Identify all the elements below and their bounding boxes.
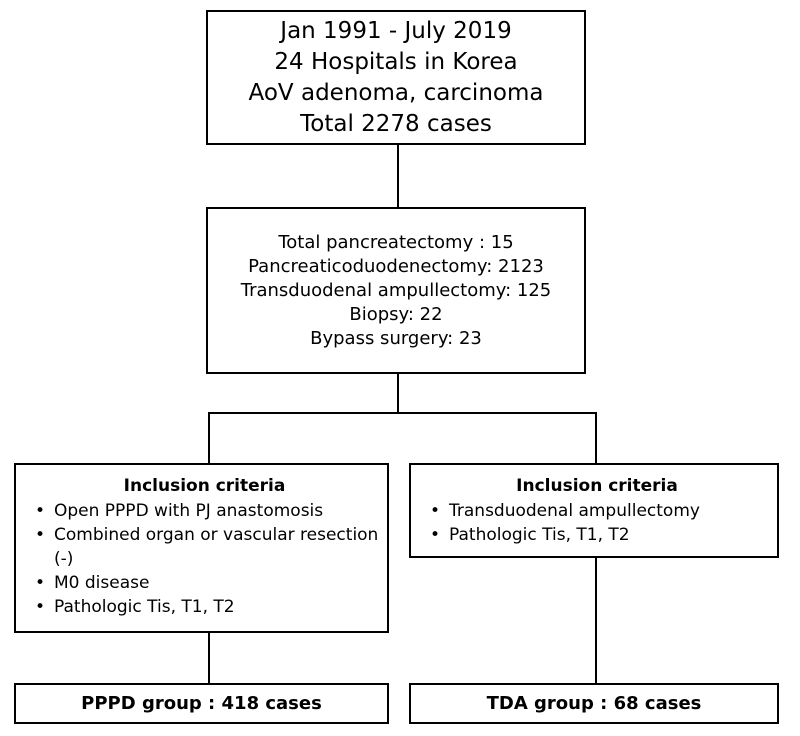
bypass-surgery-text: Bypass surgery: 23 — [310, 327, 482, 349]
biopsy-text: Biopsy: 22 — [349, 303, 443, 325]
list-item — [28, 595, 381, 619]
diagnosis-text: AoV adenoma, carcinoma — [248, 79, 544, 106]
connector-branch-right — [595, 412, 597, 464]
bullet-icon: • — [430, 501, 441, 521]
connector-branch-left — [208, 412, 210, 464]
surgery-types-box — [206, 207, 586, 374]
criteria-text: Pathologic Tis, T1, T2 — [54, 597, 235, 617]
hospitals-text: 24 Hospitals in Korea — [274, 48, 518, 75]
right-criteria-list — [423, 499, 771, 547]
criteria-text: Combined organ or vascular resection (-) — [54, 525, 379, 569]
criteria-text: Pathologic Tis, T1, T2 — [449, 525, 630, 545]
connector-left-criteria-to-group — [208, 632, 210, 684]
criteria-text: M0 disease — [54, 573, 150, 593]
left-criteria-list — [28, 499, 381, 619]
study-period-text: Jan 1991 - July 2019 — [280, 17, 512, 44]
list-item — [28, 571, 381, 595]
bullet-icon: • — [35, 525, 46, 545]
bullet-icon: • — [35, 501, 46, 521]
right-criteria-title: Inclusion criteria — [516, 476, 678, 496]
bullet-icon: • — [430, 525, 441, 545]
total-cases-text: Total 2278 cases — [300, 110, 492, 137]
connector-top-to-surgery — [397, 144, 399, 208]
transduodenal-ampullectomy-text: Transduodenal ampullectomy: 125 — [240, 279, 552, 301]
connector-right-criteria-to-group — [595, 557, 597, 684]
list-item — [28, 499, 381, 523]
pppd-group-box — [14, 683, 389, 724]
list-item — [423, 523, 771, 547]
left-criteria-title: Inclusion criteria — [123, 476, 286, 496]
bullet-icon: • — [35, 597, 46, 617]
pancreaticoduodenectomy-text: Pancreaticoduodenectomy: 2123 — [248, 255, 544, 277]
criteria-text: Transduodenal ampullectomy — [449, 501, 700, 521]
pppd-group-label: PPPD group : 418 cases — [81, 693, 322, 714]
total-pancreatectomy-text: Total pancreatectomy : 15 — [278, 231, 514, 253]
left-inclusion-criteria-box — [14, 463, 389, 633]
list-item — [28, 523, 381, 571]
list-item — [423, 499, 771, 523]
tda-group-box — [409, 683, 779, 724]
tda-group-label: TDA group : 68 cases — [486, 693, 702, 714]
study-population-box — [206, 10, 586, 145]
criteria-text: Open PPPD with PJ anastomosis — [54, 501, 324, 521]
right-inclusion-criteria-box — [409, 463, 779, 558]
connector-surgery-down — [397, 373, 399, 413]
connector-branch-horizontal — [208, 412, 597, 414]
bullet-icon: • — [35, 573, 46, 593]
